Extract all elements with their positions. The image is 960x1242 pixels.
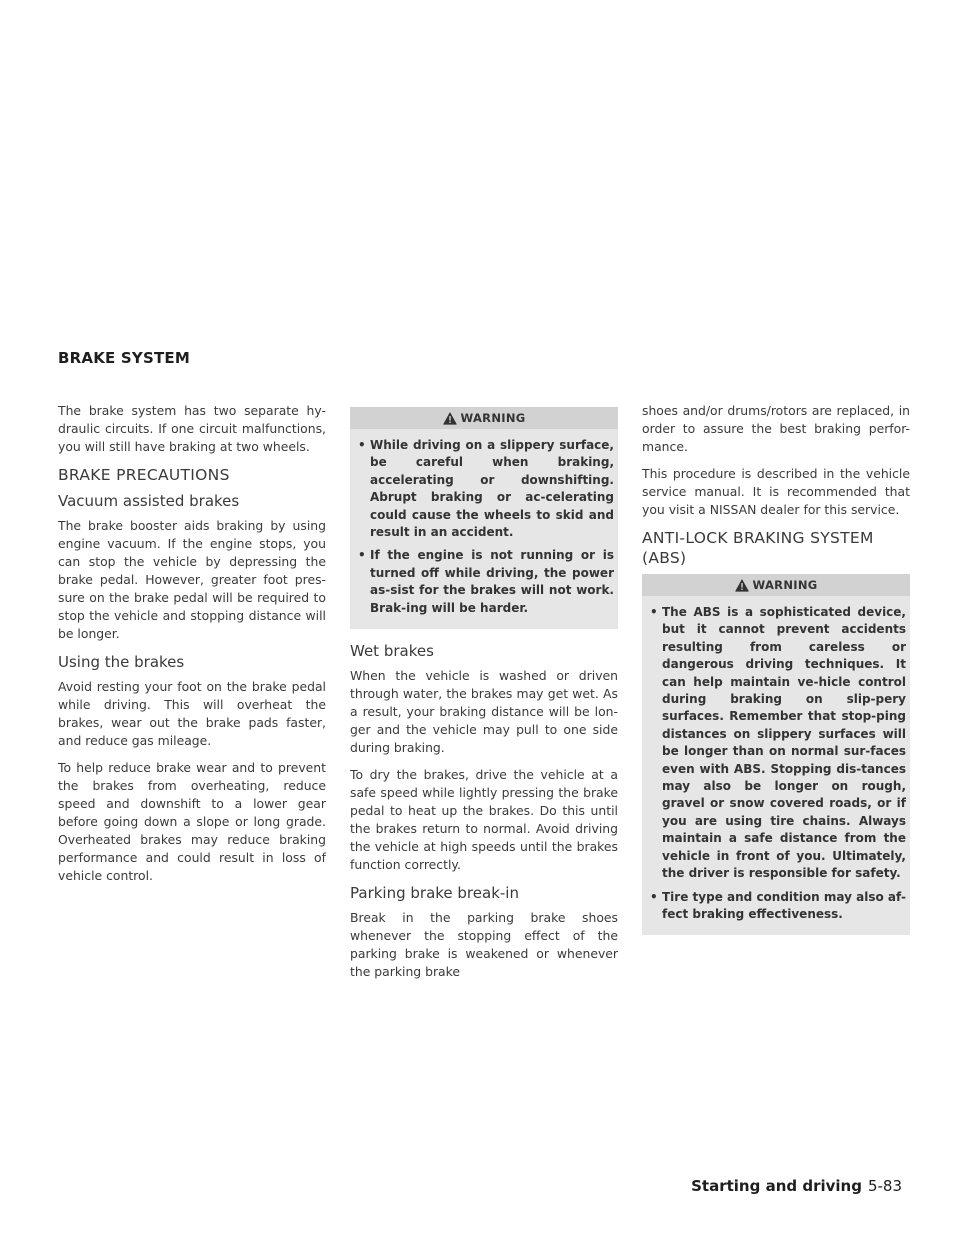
warning-item: • While driving on a slippery surface, be careful when braking, accelerating or downshifting. Abrupt braking or ac-celerating could cause the wheels to skid and result in an accident. bbox=[358, 437, 614, 541]
warning-list bbox=[642, 604, 910, 923]
warning-list bbox=[350, 437, 618, 617]
warning-box-brakes bbox=[350, 407, 618, 629]
warning-header bbox=[642, 574, 910, 596]
parking-paragraph-1b: shoes and/or drums/rotors are replaced, in order to assure the best braking perfor-mance. bbox=[642, 403, 910, 454]
precautions-heading: BRAKE PRECAUTIONS bbox=[58, 466, 230, 484]
warning-header bbox=[350, 407, 618, 429]
warning-label: WARNING bbox=[460, 411, 526, 425]
using-paragraph-2: To help reduce brake wear and to prevent the brakes from overheating, reduce speed and downshift to a lower gear before going down a slope or long grade. Overheated brakes may reduce braking performance and could result in loss of vehicle control. bbox=[58, 760, 326, 883]
column-1 bbox=[58, 402, 326, 894]
wet-paragraph-2: To dry the brakes, drive the vehicle at a safe speed while lightly pressing the brake pedal to heat up the brakes. Do this until the brakes return to normal. Avoid driving the vehicle at high speeds until the brakes function correctly. bbox=[350, 767, 618, 873]
using-heading: Using the brakes bbox=[58, 653, 185, 671]
warning-item: • If the engine is not running or is turned off while driving, the power as-sist for the brakes will not work. Brak-ing will be harder. bbox=[358, 547, 614, 617]
footer-page-number: 5-83 bbox=[867, 1177, 902, 1195]
parking-paragraph-2: This procedure is described in the vehicle service manual. It is recommended that you visit a NISSAN dealer for this service. bbox=[642, 466, 910, 517]
vacuum-paragraph: The brake booster aids braking by using engine vacuum. If the engine stops, you can stop the vehicle by depressing the brake pedal. However, greater foot pres-sure on the brake pedal will be required to stop the vehicle and stopping distance will be longer. bbox=[58, 518, 326, 641]
wet-paragraph-1: When the vehicle is washed or driven through water, the brakes may get wet. As a result, your braking distance will be lon-ger and the vehicle may pull to one side during braking. bbox=[350, 668, 618, 756]
vacuum-heading: Vacuum assisted brakes bbox=[58, 492, 240, 510]
warning-triangle-icon bbox=[735, 579, 749, 592]
wet-heading: Wet brakes bbox=[350, 642, 434, 661]
warning-box-abs bbox=[642, 574, 910, 935]
column-3 bbox=[642, 402, 910, 947]
intro-paragraph: The brake system has two separate hy-draulic circuits. If one circuit malfunctions, you will still have braking at two wheels. bbox=[58, 403, 326, 454]
warning-label: WARNING bbox=[752, 578, 818, 592]
warning-triangle-icon bbox=[443, 412, 457, 425]
parking-paragraph-1a: Break in the parking brake shoes whenever the stopping effect of the parking brake is weakened or whenever the parking brake bbox=[350, 910, 618, 980]
footer-chapter: Starting and driving bbox=[691, 1177, 862, 1195]
abs-heading: ANTI-LOCK BRAKING SYSTEM (ABS) bbox=[642, 529, 874, 567]
warning-item: • Tire type and condition may also af-fect braking effectiveness. bbox=[650, 889, 906, 924]
column-2 bbox=[350, 402, 618, 990]
page-footer bbox=[691, 1177, 902, 1195]
section-title: BRAKE SYSTEM bbox=[58, 349, 190, 367]
using-paragraph-1: Avoid resting your foot on the brake pedal while driving. This will overheat the brakes, wear out the brake pads faster, and reduce gas mileage. bbox=[58, 679, 326, 748]
parking-heading: Parking brake break-in bbox=[350, 884, 519, 903]
warning-item: • The ABS is a sophisticated device, but it cannot prevent accidents resulting from careless or dangerous driving techniques. It can help maintain ve-hicle control during braking on slip-pery surfaces. Remember that stop-ping distances on slippery surfaces will be longer than on normal sur-faces even with ABS. Stopping dis-tances may also be longer on rough, gravel or snow covered roads, or if you are using tire chains. Always maintain a safe distance from the vehicle in front of you. Ultimately, the driver is responsible for safety. bbox=[650, 604, 906, 883]
